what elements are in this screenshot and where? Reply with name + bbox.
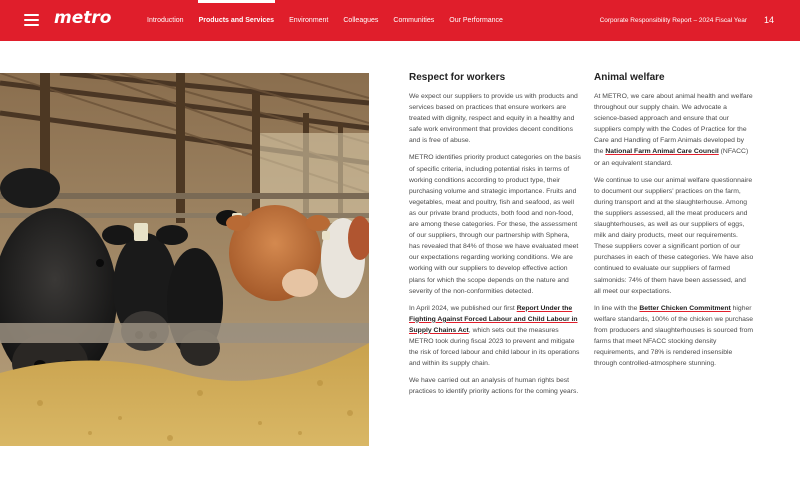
paragraph: METRO identifies priority product categories on the basis of specific criteria, including potential risks in terms of working conditions according to product type, their purchasing volume and strategic importance. Fruits and vegetables, meat and poultry, fish and seafood, as well as our private brand products, both food and non-food, are among these categories. For these, the assessment of our suppliers, through our partnership with Sphera, has revealed that 84% of those we have evaluated meet our expectations regarding working conditions. We are working with our suppliers to develop effective action plans for which the scope depends on the nature and severity of the non-conformities detected. xyxy=(409,154,581,295)
nav-item-environment[interactable]: Environment xyxy=(289,17,329,24)
cattle-photo xyxy=(0,73,369,446)
nav-item-communities[interactable]: Communities xyxy=(393,17,435,24)
section-heading: Animal welfare xyxy=(594,72,665,83)
paragraph-text: (NFACC) or an equivalent standard. xyxy=(594,148,749,167)
hamburger-menu-icon[interactable] xyxy=(24,14,39,26)
nav-item-colleagues[interactable]: Colleagues xyxy=(343,17,379,24)
paragraph xyxy=(594,91,754,169)
nav-item-our-performance[interactable]: Our Performance xyxy=(449,17,503,24)
nav-item-products-and-services[interactable]: Products and Services xyxy=(199,0,274,41)
top-nav-bar xyxy=(0,0,800,41)
page-number: 14 xyxy=(763,15,774,25)
paragraph xyxy=(594,303,754,370)
paragraph: We have carried out an analysis of human rights best practices to identify priority actions for the coming years. xyxy=(409,377,579,396)
paragraph-text: , which sets out the measures METRO took during fiscal 2023 to prevent and mitigate the risk of forced labour and child labour in its operations and within its supply chain. xyxy=(409,326,580,368)
paragraph-text: In line with the xyxy=(594,304,640,312)
paragraph: We continue to use our animal welfare questionnaire to document our suppliers' practices on the farm, during transport and at the slaughterhouse. Among the suppliers assessed, all the meat producers and slaughterhouses, as well as our suppliers of eggs, milk and dairy products, meet our requirements. These suppliers cover a significant portion of our purchases in each of these categories. We have also continued to evaluate our suppliers of farmed salmonids: 74% of them have been assessed, and all meet our expectations. xyxy=(594,176,754,295)
report-title: Corporate Responsibility Report – 2024 Fiscal Year xyxy=(599,17,747,24)
section-heading: Respect for workers xyxy=(409,72,506,83)
main-nav xyxy=(147,0,518,41)
nav-item-introduction[interactable]: Introduction xyxy=(147,17,184,24)
better-chicken-commitment-link[interactable]: Better Chicken Commitment xyxy=(639,304,731,312)
metro-logo[interactable]: metro xyxy=(54,8,112,28)
paragraph-text: higher welfare standards, 100% of the chicken we purchase from producers and slaughterhouses is sourced from farms that meet NFACC stocking density requirements, and 78% is rendered insensible through controlled-atmosphere stunning. xyxy=(594,304,754,368)
forced-labour-report-link[interactable]: Report Under the Fighting Against Forced Labour and Child Labour in Supply Chains Act xyxy=(409,304,578,334)
paragraph-text: In April 2024, we published our first xyxy=(409,304,517,312)
nfacc-link[interactable]: National Farm Animal Care Council xyxy=(605,148,719,156)
paragraph: We expect our suppliers to provide us with products and services based on practices that ensure workers are treated with dignity, respect and equity in a healthy and safe work environment that provides decent conditions and is free of abuse. xyxy=(409,93,578,145)
section-respect-for-workers xyxy=(409,72,581,403)
paragraph xyxy=(409,303,581,370)
section-animal-welfare xyxy=(594,72,754,375)
paragraph-text: At METRO, we care about animal health and welfare throughout our supply chain. We advocate a science-based approach and ensure that our suppliers comply with the Codes of Practice for the Care and Handling of Farm Animals developed by the xyxy=(594,93,753,156)
